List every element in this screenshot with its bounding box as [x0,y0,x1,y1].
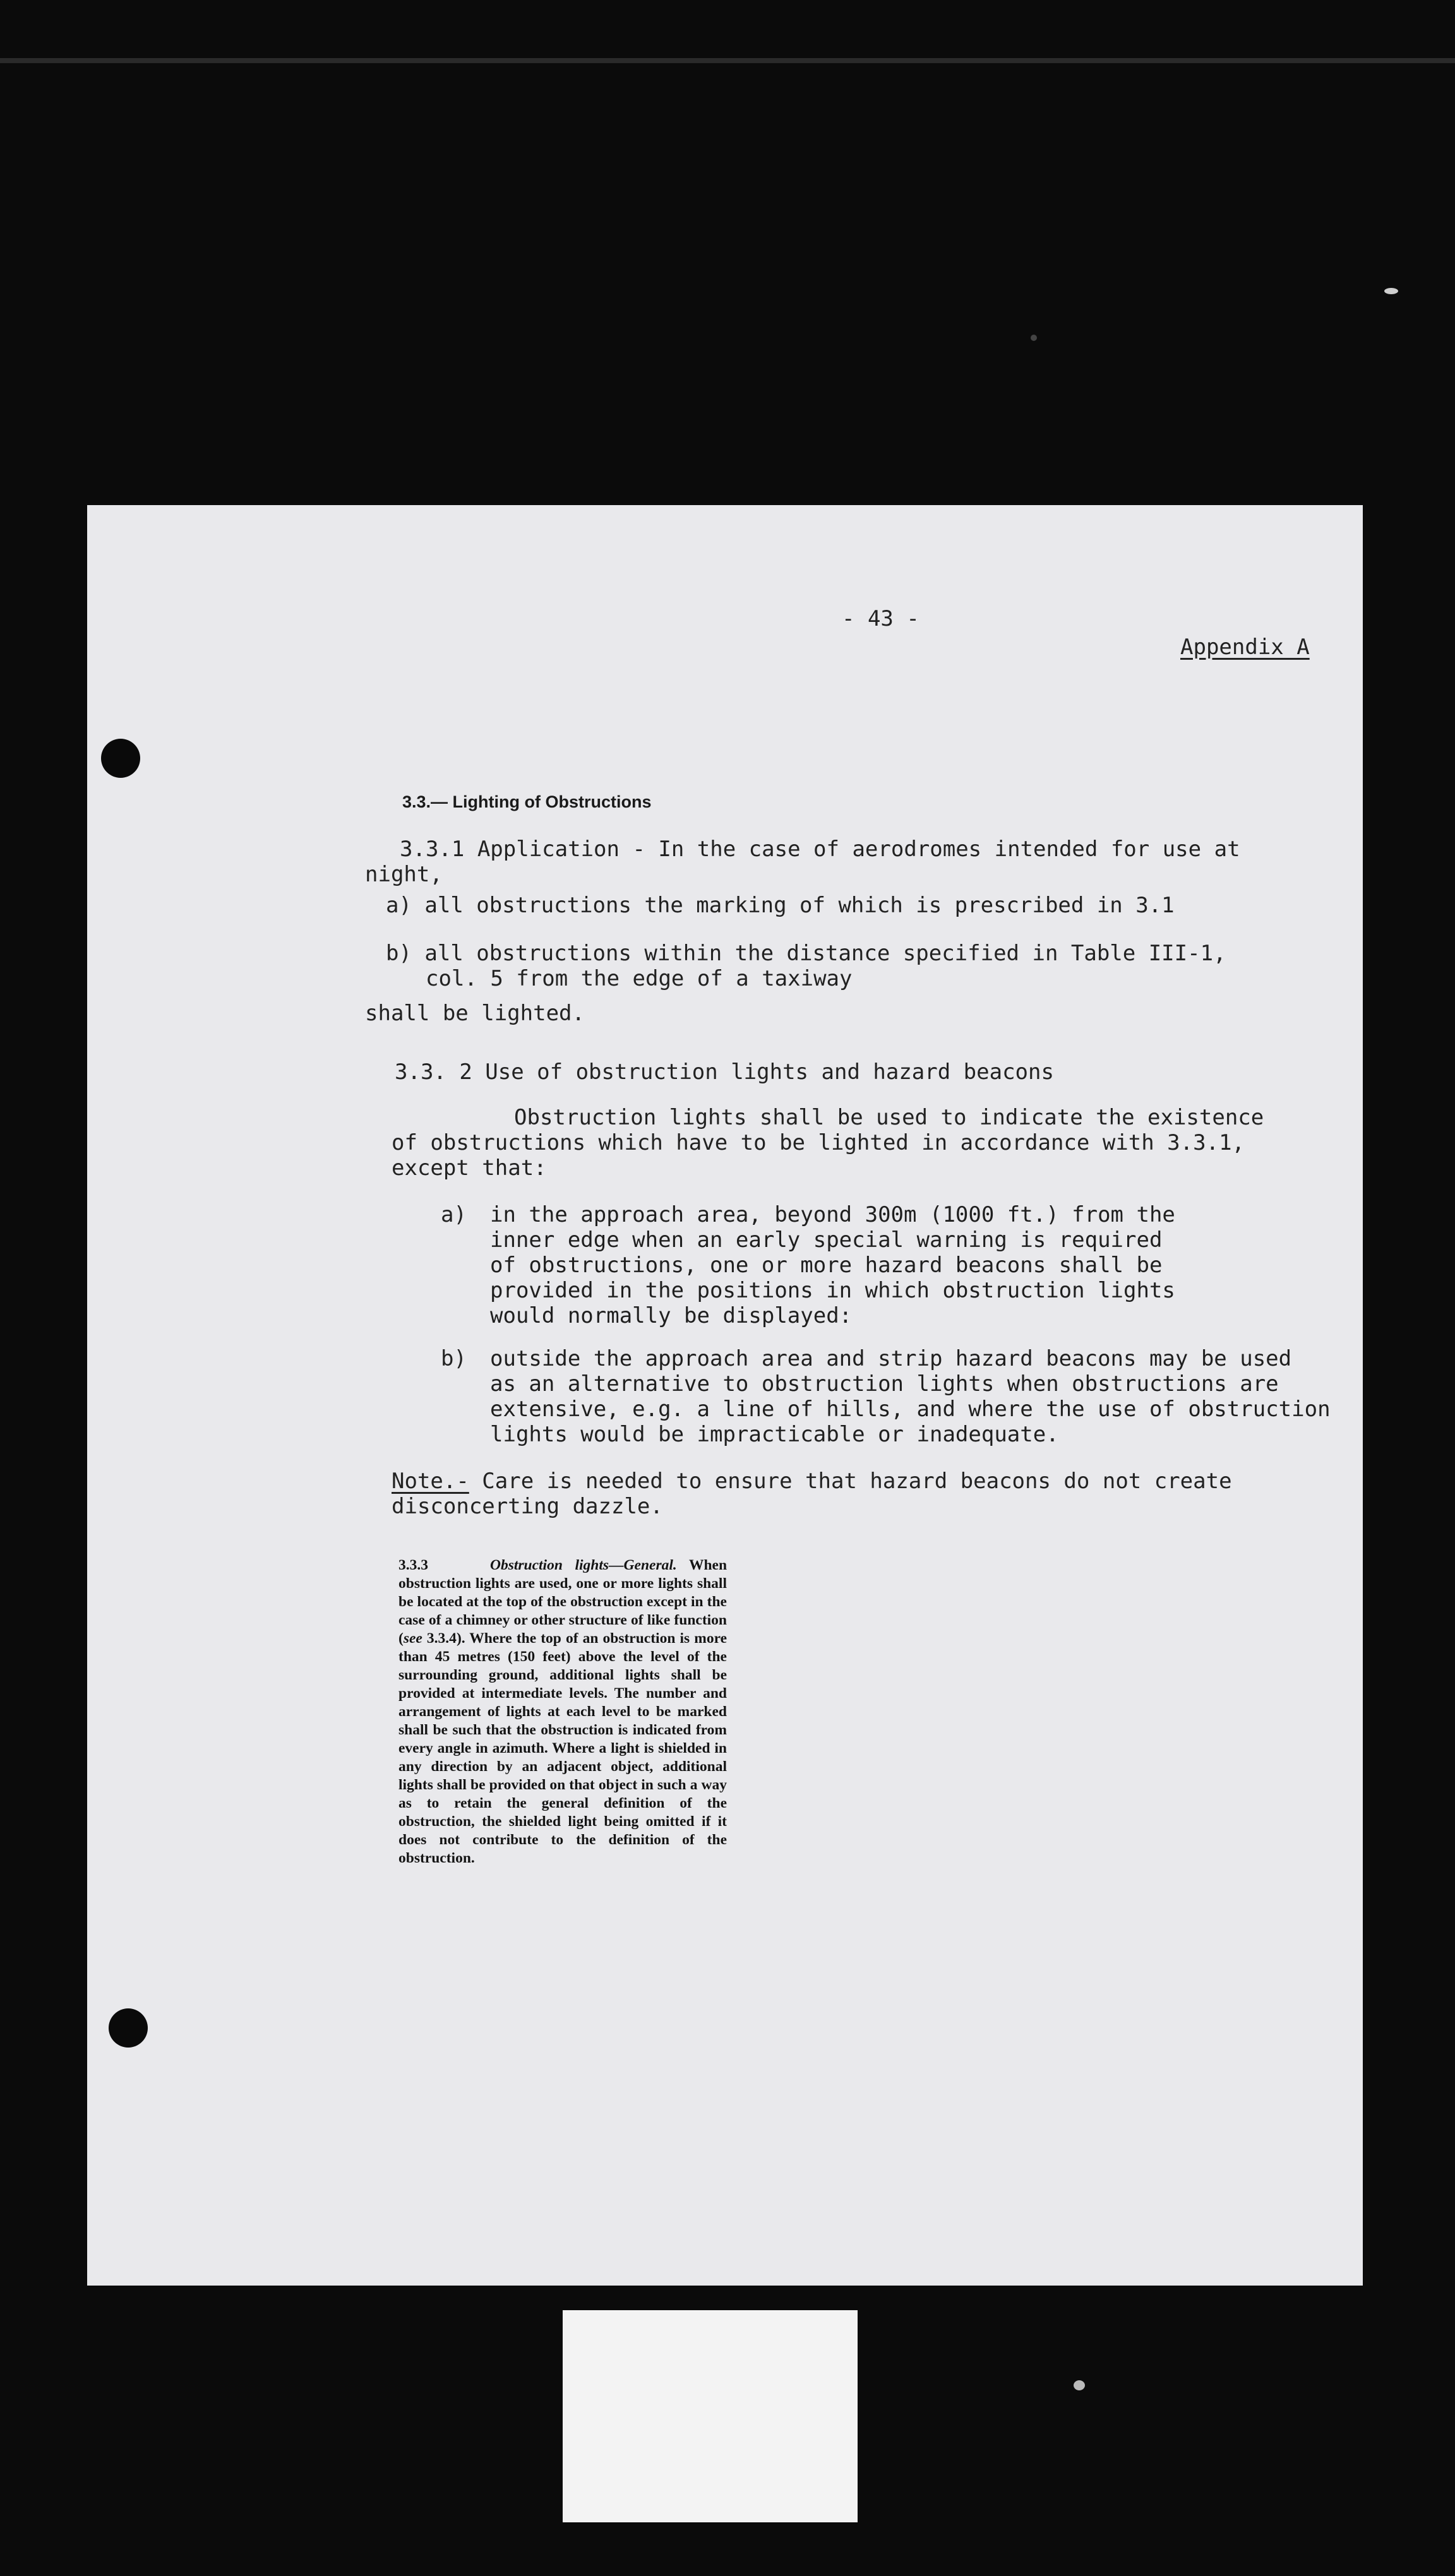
note-text: Care is needed to ensure that hazard beacons do not create [469,1469,1232,1494]
para-3-3-2-item-a-text: in the approach area, beyond 300m (1000 ft.) from the inner edge when an early special warning is required of obstructions, one or more hazard beacons shall be provided in the positions in which obstruction lights would normally be displayed: [490,1202,1175,1328]
para-3-3-3-body-1: When obstruction lights are used, one or more lights shall be located at the top of the obstruction except in the case of a chimney or other structure of like function ( [398,1557,728,1647]
para-3-3-1-item-a: a) all obstructions the marking of which is prescribed in 3.1 [386,893,1175,918]
dust-speck [1074,2380,1085,2390]
document-page [87,505,1363,2286]
note-line1 [392,1469,1232,1494]
punch-hole-bottom [109,2008,148,2048]
para-3-3-3-ref: 3.3.4 [422,1630,457,1647]
para-3-3-1-item-b-line2: col. 5 from the edge of a taxiway [426,966,853,991]
section-heading: 3.3.— Lighting of Obstructions [402,792,652,811]
para-3-3-3-title: Obstruction lights—General. [489,1557,677,1573]
para-3-3-3-see: see [403,1630,422,1647]
note-line2: disconcerting dazzle. [392,1494,663,1519]
para-3-3-2-item-b-label: b) [441,1346,467,1371]
para-3-3-1-item-b-line1: b) all obstructions within the distance specified in Table III-1, [386,941,1226,966]
para-3-3-3-number: 3.3.3 [398,1557,428,1573]
appendix-label: Appendix A [1180,635,1310,660]
film-edge [0,58,1455,63]
para-3-3-1-line1: 3.3.1 Application - In the case of aerodromes intended for use at [400,837,1240,862]
para-3-3-2-intro-line3: except that: [392,1155,547,1181]
para-3-3-2-intro-line1: Obstruction lights shall be used to indicate the existence [514,1105,1264,1130]
punch-hole-top [101,739,140,778]
para-3-3-1-line2: night, [365,862,443,887]
dust-speck [1031,335,1037,341]
paper-slip [563,2310,858,2522]
dust-speck [1384,288,1398,294]
note-label: Note.- [392,1469,469,1494]
para-3-3-1-end: shall be lighted. [365,1001,585,1026]
para-3-3-3-body-2: ). Where the top of an obstruction is more than 45 metres (150 feet) above the level of the surrounding ground, additional lights shall be provided at intermediate levels. The number and arrangement of lights at each level to be marked shall be such that the obstruction is indicated from every angle in azimuth. Where a light is shielded in any direction by an adjacent object, additional lights shall be provided on that object in such a way as to retain the general definition of the obstruction, the shielded light being omitted if it does not contribute to the definition of the obstruction. [398,1630,728,1866]
para-3-3-3 [398,1556,727,1868]
para-3-3-2-intro-line2: of obstructions which have to be lighted in accordance with 3.3.1, [392,1130,1245,1155]
para-3-3-2-item-b-text: outside the approach area and strip hazard beacons may be used as an alternative to obstruction lights when obstructions are extensive, e.g. a line of hills, and where the use of obstruction lights would be impracticable or inadequate. [490,1346,1331,1447]
para-3-3-2-heading: 3.3. 2 Use of obstruction lights and hazard beacons [395,1059,1054,1085]
para-3-3-2-item-a-label: a) [441,1202,467,1227]
page-number: - 43 - [842,606,919,631]
